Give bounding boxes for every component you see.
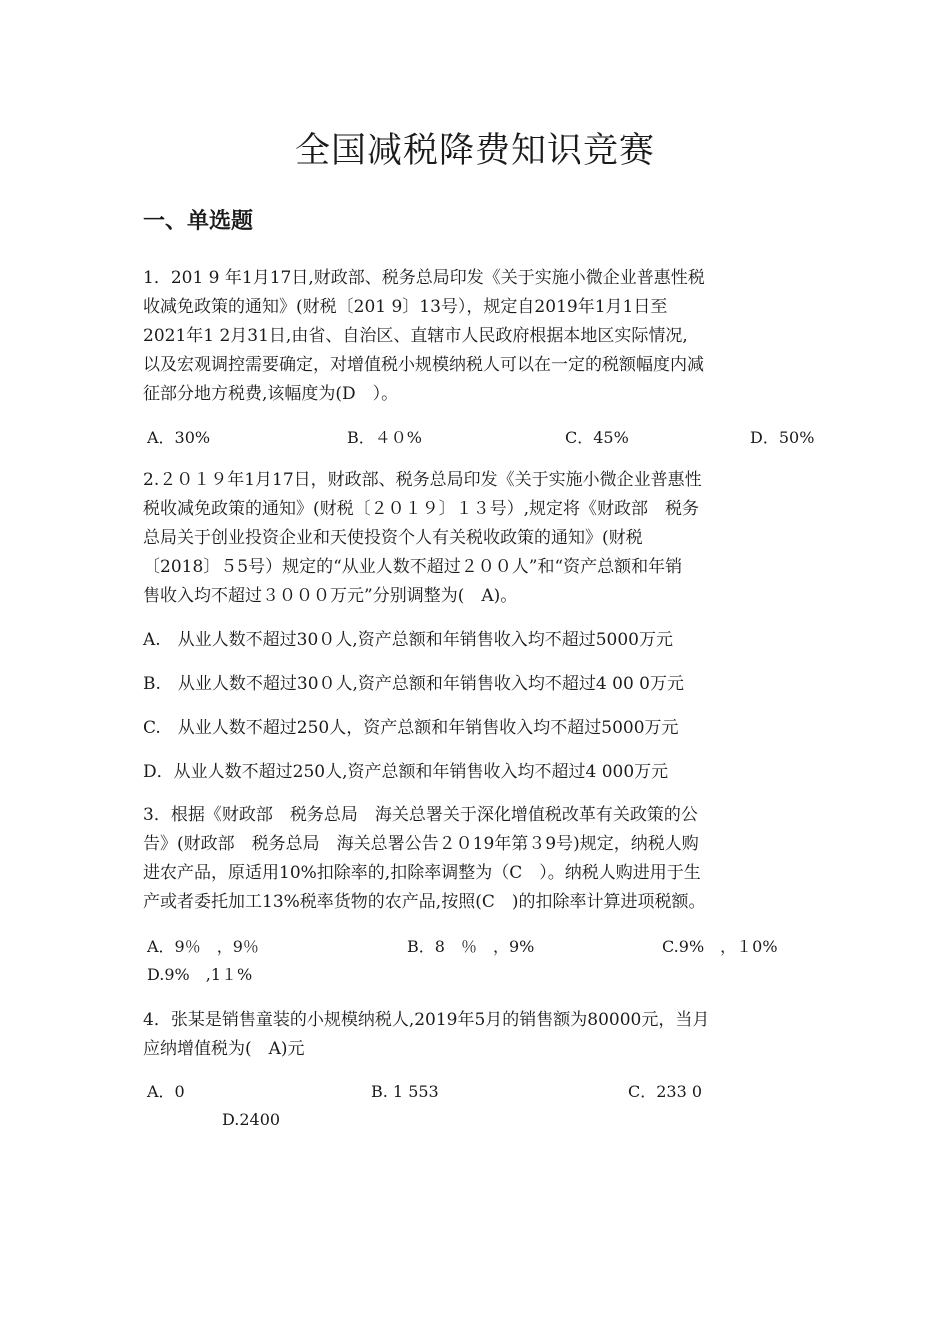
q3-option-b: B．8 ％ ，9% [407, 937, 535, 956]
q2-option-a: A. 从业人数不超过30０人,资产总额和年销售收入均不超过5000万元 [143, 630, 673, 650]
question-line: 税收减免政策的通知》(财税〔２０１９〕１３号）,规定将《财政部 税务 [143, 499, 700, 519]
q2-option-d: D．从业人数不超过250人,资产总额和年销售收入均不超过4 000万元 [143, 762, 669, 782]
question-line: 征部分地方税费,该幅度为(D ）。 [143, 384, 399, 404]
q1-option-d: D．50% [750, 428, 815, 447]
q3-option-d: D.9% ,1１% [147, 965, 253, 984]
q1-option-b: B．４０% [347, 428, 422, 447]
question-line: 4．张某是销售童装的小规模纳税人,2019年5月的销售额为80000元，当月 [143, 1010, 710, 1030]
question-line: 进农产品，原适用10%扣除率的,扣除率调整为（C ）。纳税人购进用于生 [143, 863, 701, 883]
q3-option-a: A．9％ ，9％ [147, 937, 259, 956]
q4-option-d: D.2400 [222, 1110, 281, 1129]
q4-option-a: A．0 [147, 1082, 185, 1101]
question-3 [143, 801, 808, 917]
question-line: 总局关于创业投资企业和天使投资个人有关税收政策的通知》(财税 [143, 528, 643, 548]
q1-option-a: A．30% [147, 428, 211, 447]
question-2 [143, 466, 808, 611]
q2-option-b: B. 从业人数不超过30０人,资产总额和年销售收入均不超过4 00 0万元 [143, 674, 685, 694]
question-line: 2021年1 2月31日,由省、自治区、直辖市人民政府根据本地区实际情况, [143, 326, 688, 346]
question-1 [143, 264, 808, 409]
question-line: 1．201 9 年1月17日,财政部、税务总局印发《关于实施小微企业普惠性税 [143, 268, 705, 288]
question-line: 3．根据《财政部 税务总局 海关总署关于深化增值税改革有关政策的公 [143, 805, 698, 825]
q4-option-b: B. 1 553 [371, 1082, 439, 1101]
q4-option-c: C．233 0 [628, 1082, 703, 1101]
question-line: 应纳增值税为( A)元 [143, 1039, 305, 1059]
section-heading: 一、单选题 [143, 209, 254, 234]
question-line: 收减免政策的通知》(财税〔201 9〕13号），规定自2019年1月1日至 [143, 297, 668, 317]
question-line: 告》(财政部 税务总局 海关总署公告２０19年第３9号)规定，纳税人购 [143, 834, 699, 854]
question-line: 产或者委托加工13%税率货物的农产品,按照(C )的扣除率计算进项税额。 [143, 892, 706, 912]
question-line: 售收入均不超过３０００万元”分别调整为( A)。 [143, 586, 518, 606]
q3-option-c: C.9% ，１0% [662, 937, 778, 956]
question-line: 2.２０１９年1月17日，财政部、税务总局印发《关于实施小微企业普惠性 [143, 470, 702, 490]
question-line: 〔2018〕５5号）规定的“从业人数不超过２００人”和“资产总额和年销 [143, 557, 683, 577]
question-line: 以及宏观调控需要确定，对增值税小规模纳税人可以在一定的税额幅度内减 [143, 355, 704, 375]
page-title: 全国减税降费知识竞赛 [294, 131, 655, 171]
q2-option-c: C. 从业人数不超过250人，资产总额和年销售收入均不超过5000万元 [143, 718, 679, 738]
q1-option-c: C．45% [565, 428, 629, 447]
question-4 [143, 1006, 808, 1064]
